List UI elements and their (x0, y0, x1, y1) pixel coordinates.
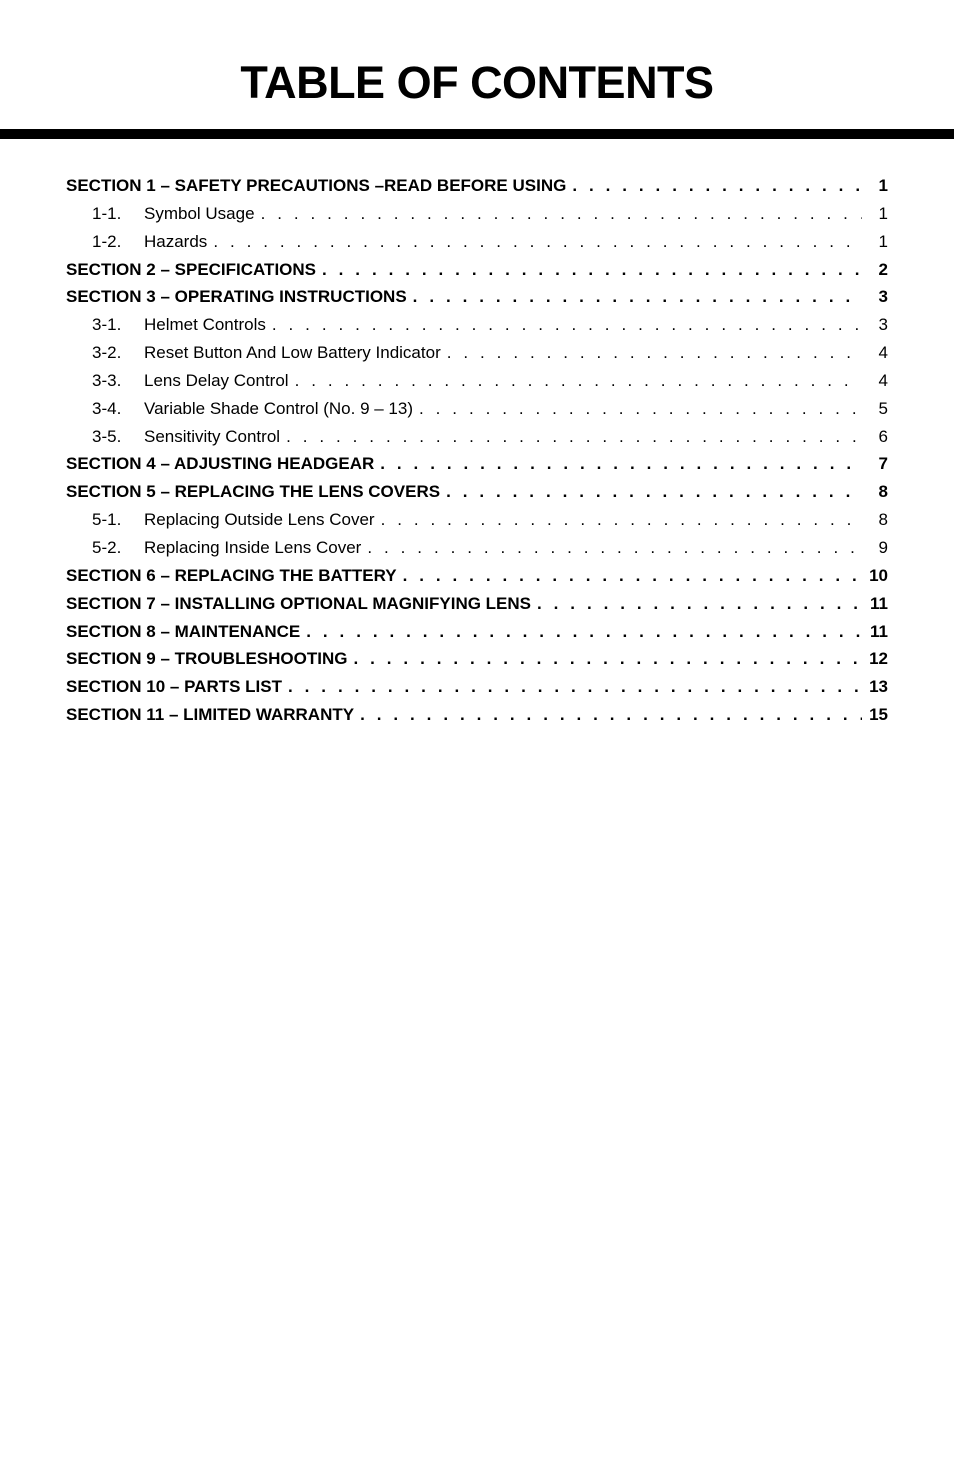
toc-entry-section-8[interactable] (66, 618, 888, 646)
toc-entry-3-4[interactable] (66, 395, 888, 423)
toc-entry-page: 9 (878, 537, 888, 557)
toc-entry-3-3[interactable] (66, 367, 888, 395)
toc-entry-label: SECTION 4 – ADJUSTING HEADGEAR (66, 454, 375, 474)
toc-entry-label: Replacing Inside Lens Cover (144, 537, 362, 557)
dot-leader (295, 367, 862, 395)
toc-entry-section-7[interactable] (66, 590, 888, 618)
toc-entry-page: 15 (869, 705, 888, 725)
toc-entry-section-2[interactable] (66, 256, 888, 284)
toc-entry-label: SECTION 8 – MAINTENANCE (66, 621, 301, 641)
toc-entry-label: SECTION 5 – REPLACING THE LENS COVERS (66, 482, 441, 502)
toc-entry-5-2[interactable] (66, 534, 888, 562)
toc-entry-page: 3 (878, 315, 888, 335)
toc-entry-number: 3-1. (92, 315, 122, 335)
toc-entry-page: 5 (878, 398, 888, 418)
toc-entry-1-2[interactable] (66, 228, 888, 256)
toc-entry-5-1[interactable] (66, 506, 888, 534)
toc-entry-number: 1-2. (92, 231, 122, 251)
toc-entry-label: Sensitivity Control (144, 426, 281, 446)
toc-entry-label: SECTION 1 – SAFETY PRECAUTIONS –READ BEFORE USING (66, 176, 567, 195)
toc-entry-label: SECTION 7 – INSTALLING OPTIONAL MAGNIFYING LENS (66, 593, 532, 613)
dot-leader (537, 590, 862, 618)
toc-entry-page: 1 (878, 231, 888, 251)
toc-entry-page: 2 (878, 259, 888, 279)
dot-leader (381, 506, 862, 534)
toc-entry-page: 12 (869, 649, 888, 669)
toc-entry-section-3[interactable] (66, 283, 888, 311)
toc-entry-page: 8 (878, 510, 888, 530)
toc-entry-page: 3 (878, 287, 888, 307)
toc-entry-page: 6 (878, 426, 888, 446)
toc-entry-page: 1 (878, 176, 888, 195)
toc-entry-page: 13 (869, 677, 888, 697)
toc-entry-number: 1-1. (92, 203, 122, 223)
dot-leader (286, 423, 862, 451)
dot-leader (261, 200, 862, 228)
toc-entry-page: 4 (878, 370, 888, 390)
toc-entry-page: 11 (870, 621, 888, 641)
dot-leader (288, 673, 862, 701)
toc-entry-number: 3-4. (92, 398, 122, 418)
dot-leader (306, 618, 862, 646)
toc-entry-label: SECTION 6 – REPLACING THE BATTERY (66, 565, 397, 585)
dot-leader (322, 256, 862, 284)
dot-leader (572, 172, 862, 200)
toc-entry-page: 8 (878, 482, 888, 502)
dot-leader (447, 339, 862, 367)
toc-entry-number: 3-2. (92, 343, 122, 363)
dot-leader (413, 283, 862, 311)
toc-entry-label: Reset Button And Low Battery Indicator (144, 343, 441, 363)
toc-entry-section-4[interactable] (66, 450, 888, 478)
table-of-contents (66, 172, 888, 729)
toc-entry-label: SECTION 9 – TROUBLESHOOTING (66, 649, 348, 669)
dot-leader (360, 701, 862, 729)
toc-entry-3-1[interactable] (66, 311, 888, 339)
toc-entry-page: 11 (870, 593, 888, 613)
toc-entry-label: Lens Delay Control (144, 370, 289, 390)
toc-entry-number: 5-2. (92, 537, 122, 557)
dot-leader (353, 645, 862, 673)
toc-entry-label: Hazards (144, 231, 208, 251)
dot-leader (446, 478, 862, 506)
toc-entry-page: 1 (878, 203, 888, 223)
toc-entry-label: SECTION 3 – OPERATING INSTRUCTIONS (66, 287, 407, 307)
toc-entry-label: Helmet Controls (144, 315, 266, 335)
dot-leader (419, 395, 862, 423)
toc-entry-label: SECTION 2 – SPECIFICATIONS (66, 259, 317, 279)
toc-entry-section-5[interactable] (66, 478, 888, 506)
page-title: TABLE OF CONTENTS (240, 57, 714, 108)
dot-leader (380, 450, 862, 478)
dot-leader (403, 562, 862, 590)
toc-entry-page: 7 (878, 454, 888, 474)
toc-entry-number: 5-1. (92, 510, 122, 530)
toc-entry-label: Variable Shade Control (No. 9 – 13) (144, 398, 414, 418)
toc-entry-label: Replacing Outside Lens Cover (144, 510, 375, 530)
toc-entry-number: 3-3. (92, 370, 122, 390)
dot-leader (367, 534, 862, 562)
toc-entry-label: Symbol Usage (144, 203, 255, 223)
toc-entry-label: SECTION 11 – LIMITED WARRANTY (66, 705, 355, 725)
toc-entry-section-6[interactable] (66, 562, 888, 590)
dot-leader (213, 228, 862, 256)
toc-entry-3-2[interactable] (66, 339, 888, 367)
toc-entry-3-5[interactable] (66, 423, 888, 451)
toc-entry-section-11[interactable] (66, 701, 888, 729)
toc-entry-number: 3-5. (92, 426, 122, 446)
toc-entry-section-1[interactable] (66, 172, 888, 200)
toc-entry-1-1[interactable] (66, 200, 888, 228)
toc-entry-label: SECTION 10 – PARTS LIST (66, 677, 283, 697)
toc-entry-section-10[interactable] (66, 673, 888, 701)
title-rule (0, 129, 954, 139)
toc-entry-page: 4 (878, 343, 888, 363)
dot-leader (272, 311, 862, 339)
toc-entry-section-9[interactable] (66, 645, 888, 673)
toc-entry-page: 10 (869, 565, 888, 585)
